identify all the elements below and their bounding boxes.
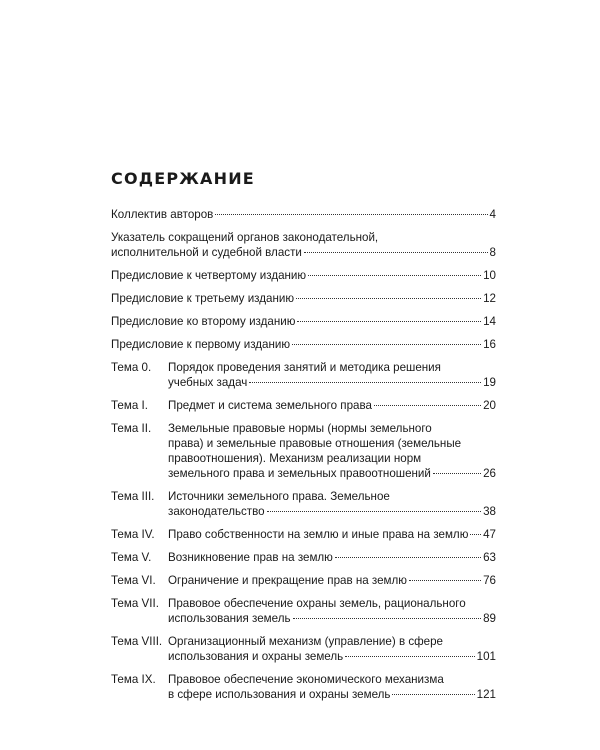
toc-entry-title: [111, 314, 496, 329]
toc-entry-page-number: 14: [483, 315, 496, 328]
toc-entry-last-line: [168, 550, 496, 565]
toc-entry-title-line: учебных задач: [168, 376, 248, 389]
toc-entry-title-line: Правовое обеспечение экономического механизма: [168, 673, 444, 686]
toc-entry-title: [111, 291, 496, 306]
toc-entry-title-line: Указатель сокращений органов законодательной,: [111, 231, 379, 244]
dot-leader: [267, 511, 481, 512]
toc-entry-last-line: [168, 466, 496, 481]
toc-entry-topic-number: Тема VI.: [111, 574, 156, 587]
dot-leader: [296, 298, 481, 299]
dot-leader: [335, 557, 481, 558]
toc-entry-title-line: Порядок проведения занятий и методика решения: [168, 361, 441, 374]
toc-entry-last-line: [168, 611, 496, 626]
contents-heading: СОДЕРЖАНИЕ: [111, 169, 255, 188]
dot-leader: [293, 618, 482, 619]
toc-entry-title-line: права) и земельные правовые отношения (земельные: [168, 437, 462, 450]
toc-entry-topic-number: Тема II.: [111, 422, 152, 435]
toc-entry-page-number: 89: [483, 612, 496, 625]
toc-entry-last-line: [168, 375, 496, 390]
toc-entry[interactable]: [111, 268, 496, 283]
toc-entry-title-line: использования земель: [168, 612, 291, 625]
toc-entry-last-line: [168, 649, 496, 664]
toc-entry-page-number: 38: [483, 505, 496, 518]
toc-entry-title: [168, 573, 496, 588]
dot-leader: [345, 656, 474, 657]
toc-entry-last-line: [168, 527, 496, 542]
toc-entry-topic-number: Тема V.: [111, 551, 152, 564]
toc-entry-page-number: 16: [483, 338, 496, 351]
toc-entry-page-number: 26: [483, 467, 496, 480]
toc-entry-last-line: [168, 573, 496, 588]
toc-entry-last-line: [168, 398, 496, 413]
toc-entry-title-line: Предисловие к третьему изданию: [111, 292, 295, 305]
toc-entry-page-number: 8: [489, 246, 496, 259]
toc-entry[interactable]: [111, 291, 496, 306]
toc-entry-title: [168, 398, 496, 413]
toc-entry-title: [168, 550, 496, 565]
toc-entry-topic-number: Тема 0.: [111, 361, 152, 374]
dot-leader: [392, 694, 474, 695]
toc-entry-title: [168, 672, 496, 702]
toc-entry-last-line: [111, 291, 496, 306]
toc-entry[interactable]: [111, 398, 496, 413]
toc-entry-title-line: исполнительной и судебной власти: [111, 246, 302, 259]
toc-entry-last-line: [111, 245, 496, 260]
toc-entry[interactable]: [111, 596, 496, 626]
dot-leader: [374, 405, 481, 406]
dot-leader: [470, 534, 481, 535]
toc-entry[interactable]: [111, 634, 496, 664]
toc-entry-last-line: [111, 207, 496, 222]
dot-leader: [249, 382, 481, 383]
toc-entry-title: [168, 489, 496, 519]
toc-entry-page-number: 20: [483, 399, 496, 412]
toc-entry-topic-number: Тема I.: [111, 399, 148, 412]
toc-entry-title: [168, 596, 496, 626]
toc-entry-page-number: 12: [483, 292, 496, 305]
toc-entry-page-number: 63: [483, 551, 496, 564]
toc-entry-title-line: правоотношения). Механизм реализации норм: [168, 452, 422, 465]
toc-entry-page-number: 10: [483, 269, 496, 282]
toc-entry-title-line: использования и охраны земель: [168, 650, 344, 663]
toc-entry[interactable]: [111, 360, 496, 390]
toc-entry-title: [168, 634, 496, 664]
toc-entry[interactable]: [111, 527, 496, 542]
toc-entry-page-number: 19: [483, 376, 496, 389]
toc-entry-page-number: 121: [476, 688, 496, 701]
toc-entry-title-line: законодательство: [168, 505, 265, 518]
toc-entry-title-line: Предмет и система земельного права: [168, 399, 372, 412]
dot-leader: [304, 252, 488, 253]
toc-entry-title: [111, 268, 496, 283]
toc-entry-topic-number: Тема IX.: [111, 673, 156, 686]
toc-entry[interactable]: [111, 672, 496, 702]
toc-entry[interactable]: [111, 337, 496, 352]
toc-entry-last-line: [111, 314, 496, 329]
table-of-contents: [111, 207, 496, 710]
toc-entry[interactable]: [111, 421, 496, 481]
toc-entry-title-line: в сфере использования и охраны земель: [168, 688, 391, 701]
toc-entry-title-line: Ограничение и прекращение прав на землю: [168, 574, 407, 587]
toc-entry-title-line: земельного права и земельных правоотношений: [168, 467, 431, 480]
toc-entry-page-number: 101: [476, 650, 496, 663]
toc-entry[interactable]: [111, 550, 496, 565]
toc-entry-topic-number: Тема IV.: [111, 528, 155, 541]
toc-entry[interactable]: [111, 489, 496, 519]
dot-leader: [292, 344, 481, 345]
toc-entry-title: [168, 360, 496, 390]
toc-entry-last-line: [168, 687, 496, 702]
toc-entry-title-line: Правовое обеспечение охраны земель, рационального: [168, 597, 466, 610]
toc-entry-title-line: Организационный механизм (управление) в сфере: [168, 635, 444, 648]
toc-entry[interactable]: [111, 573, 496, 588]
toc-entry-title-line: Источники земельного права. Земельное: [168, 490, 390, 503]
toc-entry-title-line: Возникновение прав на землю: [168, 551, 333, 564]
toc-entry-last-line: [111, 337, 496, 352]
toc-entry-page-number: 76: [483, 574, 496, 587]
toc-entry-title: [111, 207, 496, 222]
toc-entry-last-line: [111, 268, 496, 283]
toc-entry-title-line: Право собственности на землю и иные права на землю: [168, 528, 469, 541]
dot-leader: [409, 580, 481, 581]
toc-entry-title: [111, 337, 496, 352]
toc-entry-title-line: Коллектив авторов: [111, 208, 214, 221]
toc-entry-title: [111, 230, 496, 260]
toc-entry[interactable]: [111, 207, 496, 222]
toc-entry-topic-number: Тема VIII.: [111, 635, 163, 648]
toc-entry-page-number: 4: [489, 208, 496, 221]
toc-entry-last-line: [168, 504, 496, 519]
dot-leader: [433, 473, 481, 474]
toc-entry[interactable]: [111, 314, 496, 329]
toc-entry-title-line: Предисловие к первому изданию: [111, 338, 291, 351]
dot-leader: [215, 214, 487, 215]
dot-leader: [297, 321, 481, 322]
toc-entry-title: [168, 421, 496, 481]
toc-entry-page-number: 47: [483, 528, 496, 541]
dot-leader: [308, 275, 481, 276]
toc-entry-topic-number: Тема VII.: [111, 597, 159, 610]
toc-entry-topic-number: Тема III.: [111, 490, 155, 503]
toc-entry[interactable]: [111, 230, 496, 260]
toc-entry-title: [168, 527, 496, 542]
toc-entry-title-line: Предисловие ко второму изданию: [111, 315, 296, 328]
toc-entry-title-line: Земельные правовые нормы (нормы земельного: [168, 422, 432, 435]
toc-entry-title-line: Предисловие к четвертому изданию: [111, 269, 307, 282]
